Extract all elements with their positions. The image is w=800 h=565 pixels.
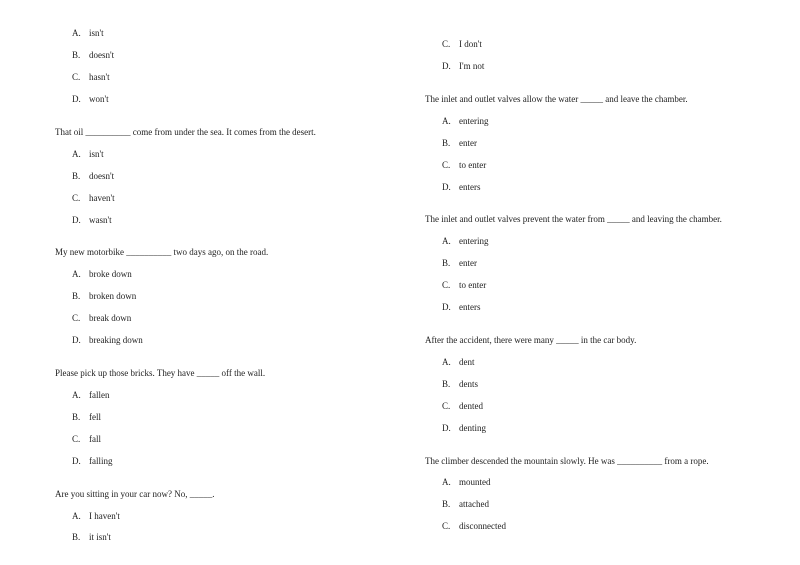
option-letter: D. <box>442 182 451 192</box>
option-letter: C. <box>442 39 451 49</box>
option-item <box>442 499 489 509</box>
option-letter: C. <box>72 193 81 203</box>
question-text: The inlet and outlet valves prevent the water from _____ and leaving the chamber. <box>425 214 722 224</box>
option-text: enter <box>459 138 477 148</box>
option-item <box>442 477 491 487</box>
option-text: to enter <box>459 280 487 290</box>
option-item <box>442 379 478 389</box>
option-item <box>72 412 101 422</box>
option-text: dented <box>459 401 483 411</box>
option-item <box>442 258 477 268</box>
option-text: fall <box>89 434 101 444</box>
option-letter: B. <box>442 379 451 389</box>
question-text: My new motorbike __________ two days ago, on the road. <box>55 247 269 257</box>
option-item <box>442 521 506 531</box>
option-item <box>442 401 483 411</box>
option-item <box>72 434 101 444</box>
option-item <box>442 116 489 126</box>
option-item <box>72 50 114 60</box>
option-item <box>442 61 484 71</box>
option-letter: A. <box>72 28 81 38</box>
option-item <box>72 28 104 38</box>
option-letter: B. <box>442 138 451 148</box>
option-letter: D. <box>442 61 451 71</box>
option-item <box>72 456 113 466</box>
option-letter: B. <box>72 50 81 60</box>
option-letter: B. <box>72 171 81 181</box>
option-text: dents <box>459 379 478 389</box>
option-item <box>442 302 481 312</box>
option-letter: A. <box>442 236 451 246</box>
option-text: hasn't <box>89 72 110 82</box>
option-text: entering <box>459 116 489 126</box>
option-text: doesn't <box>89 50 115 60</box>
option-text: entering <box>459 236 489 246</box>
option-text: fallen <box>89 390 110 400</box>
option-item <box>72 215 112 225</box>
question-text: The inlet and outlet valves allow the water _____ and leave the chamber. <box>425 94 688 104</box>
option-letter: D. <box>72 215 81 225</box>
option-text: isn't <box>89 28 104 38</box>
option-text: I haven't <box>89 511 120 521</box>
option-letter: A. <box>72 511 81 521</box>
option-text: broken down <box>89 291 137 301</box>
option-text: I'm not <box>459 61 485 71</box>
option-letter: A. <box>442 116 451 126</box>
option-text: won't <box>89 94 109 104</box>
option-letter: C. <box>442 280 451 290</box>
option-item <box>442 357 475 367</box>
option-letter: B. <box>72 412 81 422</box>
option-item <box>72 335 143 345</box>
option-text: broke down <box>89 269 132 279</box>
option-letter: C. <box>72 313 81 323</box>
option-text: denting <box>459 423 486 433</box>
option-text: breaking down <box>89 335 143 345</box>
option-item <box>442 280 486 290</box>
option-text: falling <box>89 456 113 466</box>
option-text: break down <box>89 313 132 323</box>
option-item <box>72 193 115 203</box>
option-item <box>72 511 120 521</box>
option-letter: C. <box>442 160 451 170</box>
option-text: disconnected <box>459 521 506 531</box>
option-item <box>442 423 486 433</box>
option-text: haven't <box>89 193 115 203</box>
option-text: dent <box>459 357 475 367</box>
option-text: attached <box>459 499 489 509</box>
option-item <box>442 236 489 246</box>
option-text: isn't <box>89 149 104 159</box>
option-text: enter <box>459 258 477 268</box>
option-item <box>72 149 104 159</box>
option-letter: A. <box>72 149 81 159</box>
option-text: to enter <box>459 160 487 170</box>
option-text: doesn't <box>89 171 115 181</box>
option-item <box>72 269 132 279</box>
option-text: enters <box>459 302 481 312</box>
question-text: Are you sitting in your car now? No, _____. <box>55 489 215 499</box>
question-text: Please pick up those bricks. They have _____ off the wall. <box>55 368 266 378</box>
option-text: it isn't <box>89 532 111 542</box>
option-item <box>442 138 477 148</box>
option-letter: C. <box>442 521 451 531</box>
option-letter: D. <box>442 423 451 433</box>
option-item <box>72 313 131 323</box>
option-letter: A. <box>442 357 451 367</box>
option-letter: B. <box>72 532 81 542</box>
option-item <box>72 291 136 301</box>
option-letter: D. <box>72 456 81 466</box>
option-letter: D. <box>442 302 451 312</box>
option-text: I don't <box>459 39 482 49</box>
option-item <box>72 72 110 82</box>
option-item <box>72 171 114 181</box>
option-letter: D. <box>72 335 81 345</box>
option-text: fell <box>89 412 101 422</box>
option-text: enters <box>459 182 481 192</box>
option-letter: C. <box>72 434 81 444</box>
option-text: mounted <box>459 477 491 487</box>
option-letter: A. <box>442 477 451 487</box>
option-letter: D. <box>72 94 81 104</box>
option-item <box>72 532 111 542</box>
option-letter: B. <box>72 291 81 301</box>
question-text: After the accident, there were many _____ in the car body. <box>425 335 637 345</box>
option-letter: A. <box>72 269 81 279</box>
option-item <box>442 39 482 49</box>
option-text: wasn't <box>89 215 112 225</box>
option-letter: B. <box>442 258 451 268</box>
option-item <box>72 390 110 400</box>
option-item <box>442 182 481 192</box>
option-letter: A. <box>72 390 81 400</box>
option-letter: B. <box>442 499 451 509</box>
option-item <box>72 94 109 104</box>
question-text: That oil __________ come from under the sea. It comes from the desert. <box>55 127 316 137</box>
option-letter: C. <box>72 72 81 82</box>
option-letter: C. <box>442 401 451 411</box>
option-item <box>442 160 486 170</box>
question-text: The climber descended the mountain slowly. He was __________ from a rope. <box>425 456 709 466</box>
